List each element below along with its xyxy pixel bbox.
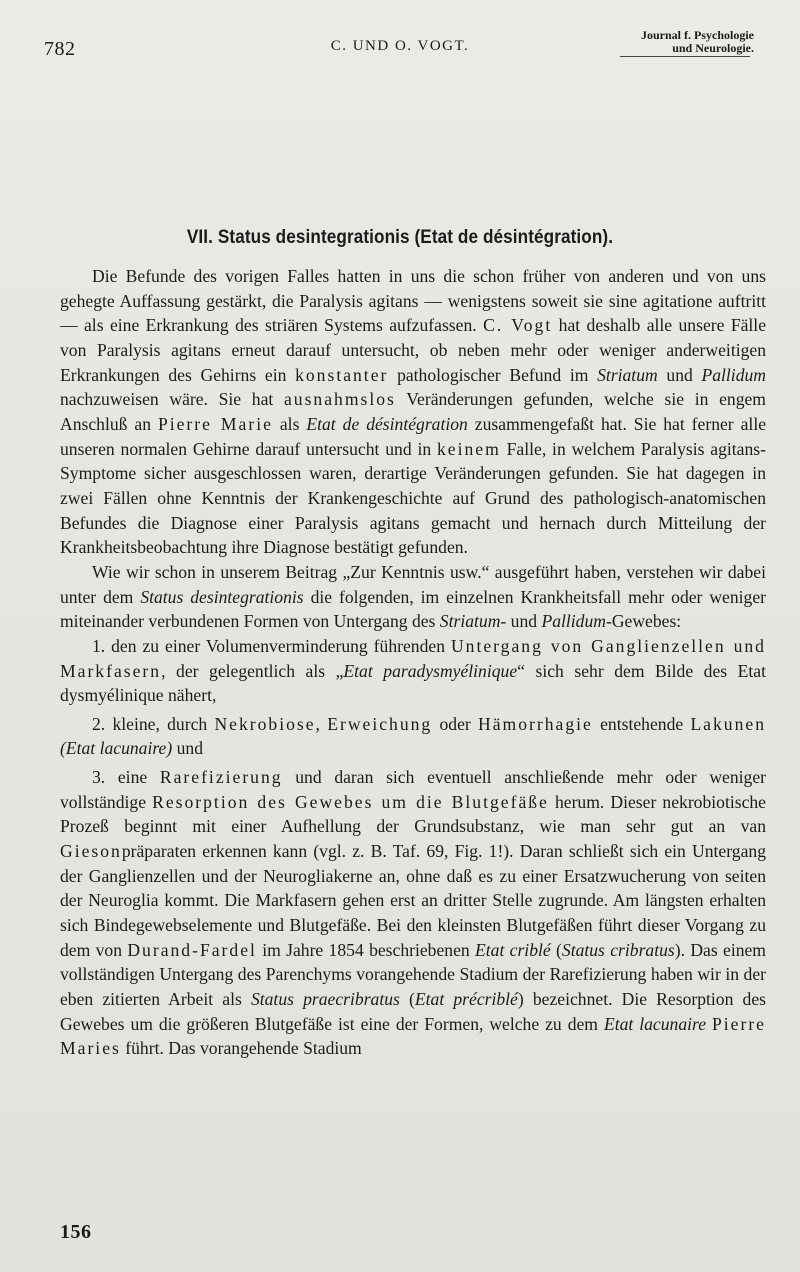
body-text <box>60 264 766 1061</box>
spaced-emphasis: Lakunen <box>690 713 766 734</box>
page-number: 782 <box>44 38 76 60</box>
text-run: und <box>172 738 204 759</box>
text-run: pathologischer Befund im <box>388 364 598 385</box>
italic-term: Etat paradysmyélinique <box>343 660 518 681</box>
text-run: , <box>315 713 328 734</box>
italic-term: Status cribratus <box>561 939 675 960</box>
spaced-name: Pierre Maries <box>60 1013 766 1059</box>
text-run: ) bezeichnet. Die Resorption des Gewebes um die größeren Blutgefäße ist eine der Formen, welche zu dem <box>60 989 766 1034</box>
italic-term: (Etat lacunaire) <box>60 738 173 759</box>
journal-name <box>641 29 754 55</box>
text-run: als <box>272 413 307 434</box>
text-run: Die Befunde des vorigen Falles hatten in uns die schon früher von anderen und von uns gehegte Auffassung gestärkt, die Paralysis agitans — wenigstens soweit sie sine agitatione auftritt — als eine Erkrankung des striären Systems aufzufassen. <box>60 266 766 336</box>
spaced-emphasis: ausnahmslos <box>283 389 396 410</box>
spaced-emphasis: Nekrobiose <box>214 713 316 734</box>
italic-term: Etat criblé <box>475 939 551 960</box>
header-rule <box>620 56 750 57</box>
italic-term: Status desintegrationis <box>140 586 304 607</box>
text-run: hat deshalb alle unsere Fälle von Paralysis agitans erneut darauf untersucht, ob neben mehr oder weniger anderweitigen Erkrankungen des Gehirns ein <box>60 315 767 385</box>
spaced-name: Pierre Marie <box>157 413 273 434</box>
spaced-emphasis: Hämorrhagie <box>478 713 593 734</box>
text-run: , der gelegentlich als „ <box>161 660 344 681</box>
italic-term: Etat de désintégration <box>306 413 468 434</box>
spaced-name: Gieson <box>60 841 122 862</box>
section-heading: VII. Status desintegrationis (Etat de désintégration). <box>186 226 614 248</box>
text-run: ( <box>399 989 415 1010</box>
spaced-name: C. Vogt <box>483 315 553 336</box>
text-run: Falle, in welchem Paralysis agitans-Symptome sicher ausgeschlossen waren, derartige Veränderungen gefunden. Sie hat dagegen in zwei Fällen ohne Kenntnis der Krankengeschichte auf Grund des pathologisch-anatomischen Befundes die Diagnose einer Paralysis agitans gemacht und hernach durch Mitteilung der Krankheitsbeobachtung ihre Diagnose bestätigt gefunden. <box>60 438 766 558</box>
text-run: ). Das einem vollständigen Untergang des Parenchyms vorangehende Stadium der Rarefizierung haben wir in der eben zitierten Arbeit als <box>60 939 766 1010</box>
text-run: 1. den zu einer Volumenverminderung führenden <box>92 635 451 656</box>
text-run: führt. Das vorangehende Stadium <box>120 1038 362 1059</box>
spaced-name: Durand-Fardel <box>127 939 257 960</box>
paragraph-2 <box>60 560 766 634</box>
journal-line-1: Journal f. Psychologie <box>641 28 754 42</box>
text-run: “ sich sehr dem Bilde des Etat dysmyélinique nähert, <box>60 660 766 706</box>
text-run: Gewebes: <box>611 611 682 632</box>
text-run: und <box>506 611 542 632</box>
spaced-emphasis: Resorption des Gewebes um die Blutgefäße <box>152 791 549 812</box>
text-run: 2. kleine, durch <box>92 713 215 734</box>
italic-term: Striatum <box>597 364 658 385</box>
text-run: oder <box>432 713 479 734</box>
text-run: entstehende <box>592 713 691 734</box>
italic-term: Pallidum- <box>541 611 612 632</box>
text-run: 3. eine <box>92 767 160 788</box>
text-run: Veränderungen gefunden, welche sie in engem Anschluß an <box>60 389 766 434</box>
text-run: herum. Dieser nekrobiotische Prozeß beginnt mit einer Aufhellung der Grundsubstanz, wie man sehr gut an van <box>60 791 766 837</box>
text-run: und <box>657 364 702 385</box>
text-run: Wie wir schon in unserem Beitrag „Zur Kenntnis usw.“ ausgeführt haben, verstehen wir dabei unter dem <box>60 561 766 607</box>
text-run: die folgenden, im einzelnen Krankheitsfall mehr oder weniger miteinander verbundenen Formen von Untergang des <box>60 586 766 632</box>
italic-term: Status praecribratus <box>250 989 400 1010</box>
spaced-emphasis: Erweichung <box>327 713 433 734</box>
italic-term: Etat lacunaire <box>603 1013 707 1034</box>
text-run: und daran sich eventuell anschließende mehr oder weniger vollständige <box>60 767 767 812</box>
spaced-emphasis: keinem <box>437 438 501 459</box>
text-run: im Jahre 1854 beschriebenen <box>256 939 476 960</box>
journal-line-2: und Neurologie. <box>672 41 754 55</box>
text-run: nachzuweisen wäre. Sie hat <box>60 389 284 410</box>
list-item-3 <box>60 765 766 1061</box>
spaced-emphasis: konstanter <box>295 364 389 385</box>
italic-term: Pallidum <box>701 364 766 385</box>
list-item-1 <box>60 634 766 708</box>
list-item-2 <box>60 712 766 761</box>
text-run: präparaten erkennen kann (vgl. z. B. Taf. 69, Fig. 1!). Daran schließt sich ein Untergang der Ganglienzellen und der Neurogliakerne an, ohne daß es zu einer Ersatzwucherung von seiten der Neuroglia kommt. Die Markfasern gehen erst an dritter Stelle zugrunde. Am längsten erhalten sich Bindegewebselemente und Blutgefäße. Bei den kleinsten Blutgefäßen führt dieser Vorgang zu dem von <box>60 841 766 960</box>
italic-term: Etat précriblé <box>414 989 518 1010</box>
running-title: C. UND O. VOGT. <box>330 38 470 54</box>
spaced-emphasis: Rarefizierung <box>159 767 283 788</box>
text-run: ( <box>550 939 562 960</box>
spaced-emphasis: Untergang von Ganglienzellen und Markfasern <box>60 635 766 681</box>
text-run: zusammengefaßt hat. Sie hat ferner alle unseren normalen Gehirne darauf untersucht und in <box>60 413 767 459</box>
italic-term: Striatum- <box>439 611 507 632</box>
paragraph-1 <box>60 264 766 560</box>
signature-mark: 156 <box>60 1221 92 1243</box>
